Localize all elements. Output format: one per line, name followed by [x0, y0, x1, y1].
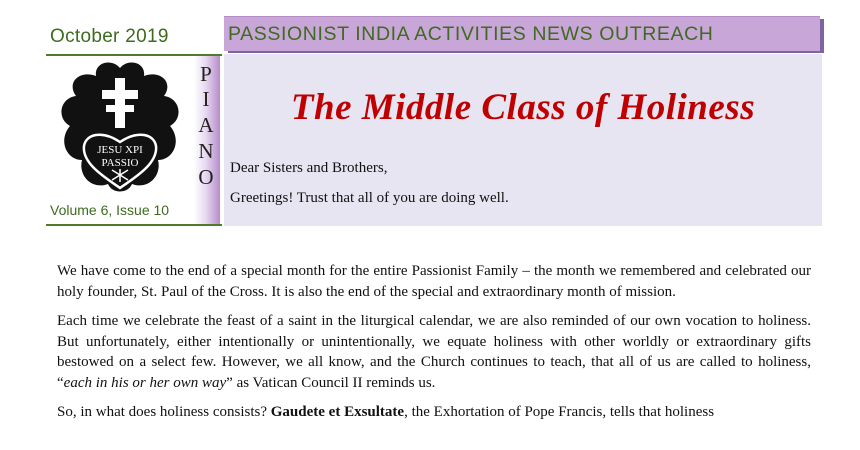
piano-vertical-title	[194, 56, 220, 226]
paragraph-3-end: , the Exhortation of Pope Francis, tells that holiness	[404, 404, 715, 420]
greeting-line: Greetings! Trust that all of you are doing well.	[230, 190, 509, 206]
piano-letter-n: N	[198, 139, 214, 163]
logo-text-2: PASSIO	[101, 157, 139, 169]
newsletter-banner	[224, 16, 820, 51]
paragraph-3	[57, 402, 811, 423]
masthead-date-box	[46, 22, 222, 56]
paragraph-2-end: ” as Vatican Council II reminds us.	[226, 374, 436, 391]
paragraph-1: We have come to the end of a special month for the entire Passionist Family – the month we remembered and celebrated our holy founder, St. Paul of the Cross. It is also the end of the special and extraordinary month of mission.	[57, 263, 811, 300]
newsletter-title: PASSIONIST INDIA ACTIVITIES NEWS OUTREACH	[228, 23, 714, 45]
piano-letter-i: I	[202, 87, 210, 111]
paragraph-2	[57, 311, 811, 393]
paragraph-3-text: So, in what does holiness consists?	[57, 404, 271, 420]
passionist-logo	[46, 56, 194, 202]
piano-letter-o: O	[198, 165, 214, 189]
logo-text-1: JESU XPI	[97, 144, 143, 156]
salutation: Dear Sisters and Brothers,	[230, 160, 388, 176]
issue-date: October 2019	[50, 26, 169, 47]
masthead-divider	[46, 224, 222, 226]
article-body	[57, 261, 811, 432]
piano-letter-a: A	[198, 113, 214, 137]
exhortation-title: Gaudete et Exsultate	[270, 404, 405, 420]
article-headline: The Middle Class of Holiness	[290, 87, 756, 128]
headline-panel	[224, 54, 822, 226]
passionist-emblem-icon	[46, 56, 194, 202]
council-quote: each in his or her own way	[63, 374, 227, 391]
volume-issue: Volume 6, Issue 10	[50, 202, 170, 218]
paragraph-2-text: Each time we celebrate the feast of a saint in the liturgical calendar, we are also reminded of our own vocation to holiness. But unfortunately, either intentionally or unintentionally, we equate holiness with other worldly or extraordinary gifts bestowed on a select few. However, we all know, and the Church continues to teach, that all of us are called to holiness, “	[57, 313, 811, 391]
piano-letter-p: P	[200, 62, 212, 86]
